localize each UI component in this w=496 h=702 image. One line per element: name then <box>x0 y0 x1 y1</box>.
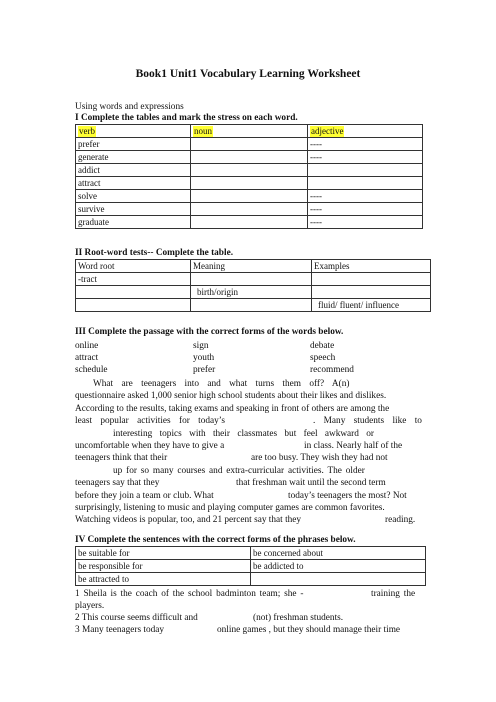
passage-line: surprisingly, listening to music and playing computer games are common favorites. <box>75 502 385 513</box>
table-cell <box>191 164 308 177</box>
table-cell <box>308 177 423 190</box>
passage-line: . Many students like to <box>313 416 422 427</box>
section1-heading: I Complete the tables and mark the stress on each word. <box>75 113 298 123</box>
table-row <box>76 203 423 216</box>
passage-line: Watching videos is popular, too, and 21 percent say that they <box>75 515 302 526</box>
table-cell: solve <box>76 190 191 203</box>
passage-line: reading. <box>385 515 416 526</box>
table-cell: birth/origin <box>191 286 312 299</box>
table-row <box>76 273 431 286</box>
intro-text: Using words and expressions <box>75 102 184 112</box>
table-row <box>76 216 423 229</box>
table-row <box>76 164 423 177</box>
passage-line: teenagers say that they <box>75 478 160 489</box>
table-row <box>76 547 426 560</box>
passage-line: that freshman wait until the second term <box>236 478 386 489</box>
page-title: Book1 Unit1 Vocabulary Learning Worksheet <box>135 68 361 80</box>
table-cell <box>191 151 308 164</box>
table-cell: survive <box>76 203 191 216</box>
passage-line: interesting topics with their classmates but feel awkward or <box>113 428 374 439</box>
table-row <box>76 151 423 164</box>
table-cell: graduate <box>76 216 191 229</box>
table-cell <box>191 177 308 190</box>
sentence-line: training the <box>371 589 416 599</box>
table-cell: ---- <box>308 151 423 164</box>
table-cell: be addicted to <box>251 560 426 573</box>
word-bank-item: speech <box>310 353 336 363</box>
table-cell: be responsible for <box>76 560 251 573</box>
sentence-line: 2 This course seems difficult and <box>75 613 198 623</box>
word-bank-item: schedule <box>75 365 108 375</box>
word-bank-item: youth <box>193 353 215 363</box>
passage-line: According to the results, taking exams and speaking in front of others are among the <box>75 403 390 414</box>
table-cell: be suitable for <box>76 547 251 560</box>
passage-line: up for so many courses and extra-curricular activities. The older <box>113 465 365 476</box>
table-cell: ---- <box>308 138 423 151</box>
table-cell <box>191 216 308 229</box>
table-row <box>76 138 423 151</box>
passage <box>75 378 420 527</box>
table-cell <box>308 164 423 177</box>
table-row <box>76 560 426 573</box>
header-noun: noun <box>194 126 212 136</box>
sentence-line: players. <box>75 601 105 611</box>
table-cell: -tract <box>76 273 191 286</box>
table-row <box>76 299 431 312</box>
passage-line: uncomfortable when they have to give a <box>75 440 225 451</box>
table-cell <box>191 203 308 216</box>
table-cell: ---- <box>308 190 423 203</box>
table-cell <box>312 273 431 286</box>
table-cell: ---- <box>308 216 423 229</box>
header-word-root: Word root <box>76 260 191 273</box>
table-row <box>76 177 423 190</box>
sentences <box>75 588 420 636</box>
table-cell <box>251 573 426 586</box>
word-bank-item: attract <box>75 353 99 363</box>
passage-line: teenagers think that their <box>75 453 168 464</box>
root-word-table <box>75 259 431 312</box>
table-cell <box>76 299 191 312</box>
phrase-table <box>75 546 426 586</box>
sentence-line: online games , but they should manage their time <box>217 625 401 635</box>
passage-line: are too busy. They wish they had not <box>251 453 388 464</box>
word-bank-item: prefer <box>193 365 216 375</box>
header-adjective: adjective <box>311 126 344 136</box>
table-row <box>76 286 431 299</box>
passage-line: before they join a team or club. What <box>75 490 214 501</box>
table-cell: be concerned about <box>251 547 426 560</box>
word-bank-item: debate <box>310 341 335 351</box>
word-bank-item: recommend <box>310 365 354 375</box>
table-cell <box>191 138 308 151</box>
sentence-line: 1 Sheila is the coach of the school badminton team; she - <box>75 589 304 599</box>
table-header-row <box>76 260 431 273</box>
table-cell: be attracted to <box>76 573 251 586</box>
passage-line: least popular activities for today’s <box>75 416 225 427</box>
table-cell: attract <box>76 177 191 190</box>
word-forms-table <box>75 124 423 229</box>
table-header-row <box>76 125 423 138</box>
table-cell <box>76 286 191 299</box>
table-cell: prefer <box>76 138 191 151</box>
passage-line: What are teenagers into and what turns them off? A(n) <box>93 379 350 389</box>
table-cell <box>191 299 312 312</box>
section2-heading: II Root-word tests-- Complete the table. <box>75 248 234 258</box>
passage-line: today’s teenagers the most? Not <box>288 490 407 501</box>
table-cell <box>191 190 308 203</box>
word-bank-item: sign <box>193 341 209 351</box>
table-row <box>76 190 423 203</box>
table-row <box>76 573 426 586</box>
table-cell: generate <box>76 151 191 164</box>
header-meaning: Meaning <box>191 260 312 273</box>
passage-line: in class. Nearly half of the <box>304 440 403 451</box>
word-bank-item: online <box>75 341 99 351</box>
header-examples: Examples <box>312 260 431 273</box>
table-cell <box>191 273 312 286</box>
sentence-line: (not) freshman students. <box>253 613 344 623</box>
section4-heading: IV Complete the sentences with the correct forms of the phrases below. <box>75 535 356 545</box>
table-cell: ---- <box>308 203 423 216</box>
table-cell: addict <box>76 164 191 177</box>
table-cell <box>312 286 431 299</box>
table-cell: fluid/ fluent/ influence <box>312 299 431 312</box>
sentence-line: 3 Many teenagers today <box>75 625 165 635</box>
header-verb: verb <box>79 126 95 136</box>
passage-line: questionnaire asked 1,000 senior high school students about their likes and dislikes. <box>75 391 387 402</box>
section3-heading: III Complete the passage with the correct forms of the words below. <box>75 327 344 337</box>
